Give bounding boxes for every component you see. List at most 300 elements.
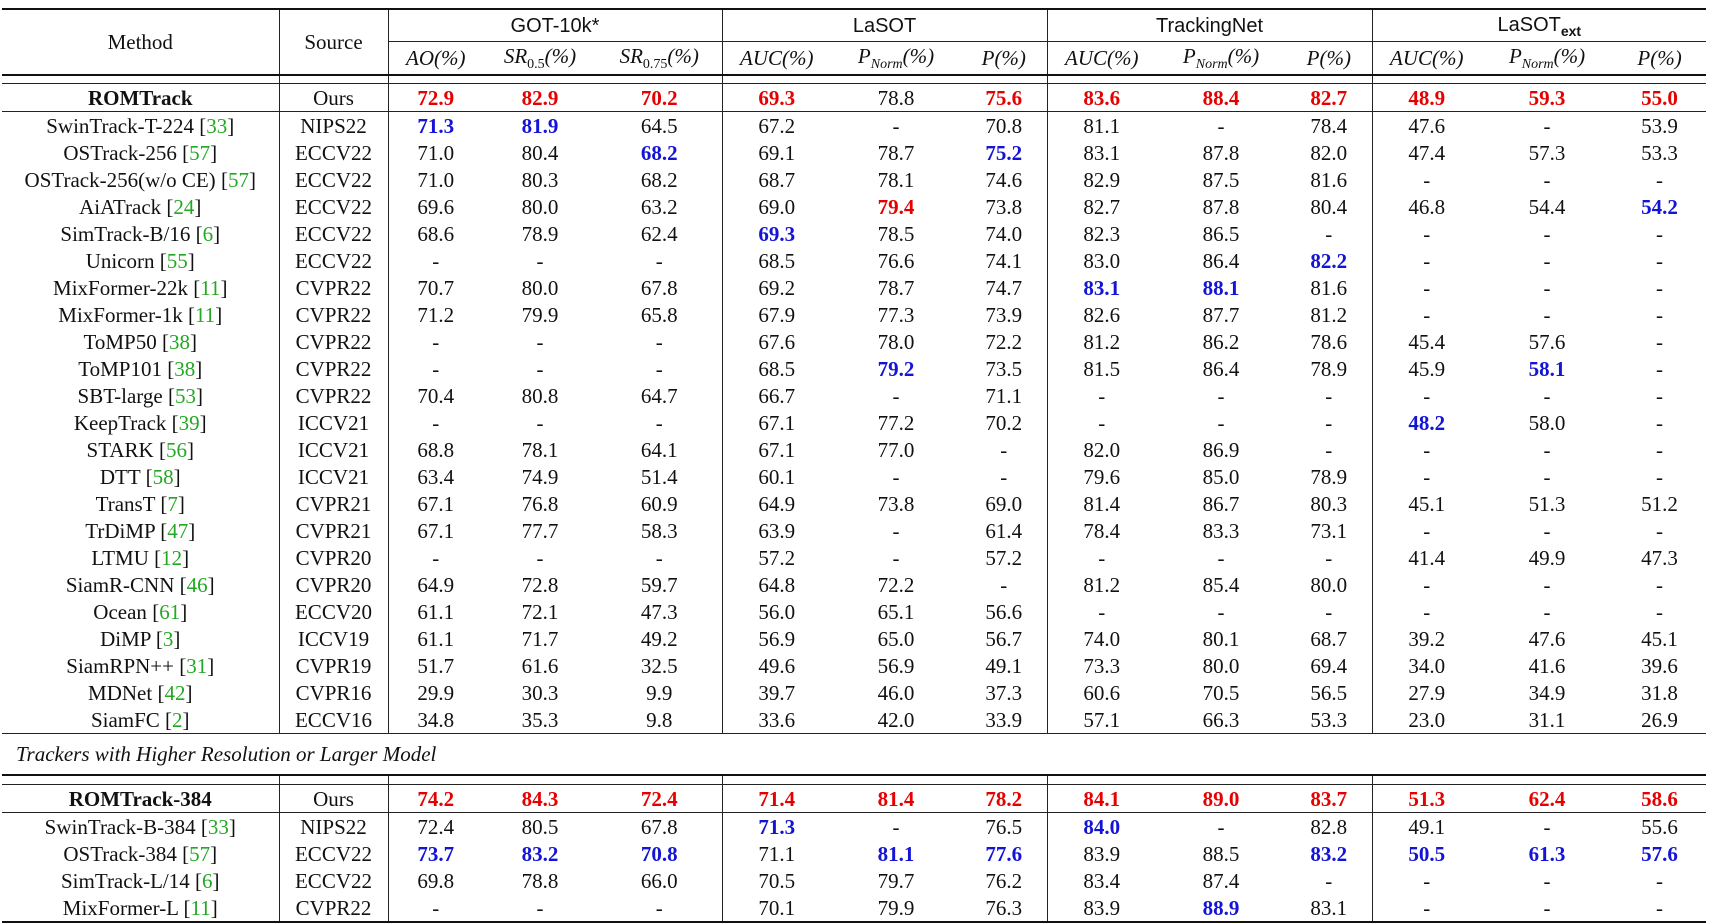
- value-cell: 51.3: [1372, 785, 1481, 813]
- value-cell: 60.1: [758, 464, 796, 489]
- metric-header-3: $SR_{0.75}(\%)$: [597, 42, 722, 76]
- section-label-row: [2, 734, 1706, 776]
- value-cell: 74.7: [961, 274, 1047, 301]
- value-cell: 77.6: [961, 840, 1047, 867]
- value-cell: 57.2: [961, 544, 1047, 571]
- value-cell: 48.9: [1372, 84, 1481, 112]
- value-cell: 78.7: [877, 275, 915, 300]
- value-cell: 77.0: [877, 437, 915, 462]
- value-cell: -: [1217, 410, 1225, 435]
- value-cell: 51.7: [417, 653, 455, 678]
- value-cell: 78.1: [877, 167, 915, 192]
- method-cell: SiamFC [2]: [2, 706, 279, 734]
- value-cell: 71.0: [417, 140, 455, 165]
- value-cell: -: [1423, 383, 1431, 408]
- citation-link[interactable]: 38: [174, 356, 196, 381]
- value-cell: 62.4: [1481, 785, 1613, 813]
- value-cell: -: [1481, 894, 1613, 922]
- source-cell: ECCV22: [279, 867, 388, 894]
- value-cell: 83.1: [1083, 140, 1121, 165]
- value-cell: 73.8: [961, 193, 1047, 220]
- value-cell: -: [1098, 545, 1106, 570]
- value-cell: 78.5: [877, 221, 915, 246]
- value-cell: 81.2: [1286, 301, 1372, 328]
- value-cell: 71.3: [388, 112, 483, 140]
- value-cell: 70.8: [597, 840, 722, 867]
- value-cell: -: [1543, 302, 1551, 327]
- table-row: [2, 571, 1706, 598]
- value-cell: 78.9: [1286, 355, 1372, 382]
- table-row: [2, 625, 1706, 652]
- value-cell: 81.5: [1083, 356, 1121, 381]
- value-cell: 34.0: [1408, 653, 1446, 678]
- value-cell: -: [1656, 410, 1664, 435]
- value-cell: 79.4: [877, 194, 915, 219]
- value-cell: 69.3: [722, 84, 831, 112]
- value-cell: 81.1: [1047, 112, 1156, 140]
- value-cell: 80.1: [1202, 626, 1240, 651]
- value-cell: 68.8: [417, 437, 455, 462]
- citation-link[interactable]: 57: [189, 841, 211, 866]
- value-cell: 81.2: [1083, 329, 1121, 354]
- value-cell: -: [1543, 868, 1551, 893]
- value-cell: 51.2: [1641, 491, 1678, 516]
- value-cell: 73.3: [1083, 653, 1121, 678]
- value-cell: 82.8: [1286, 813, 1372, 841]
- table-row: [2, 706, 1706, 734]
- value-cell: -: [1656, 221, 1664, 246]
- value-cell: 63.2: [597, 193, 722, 220]
- source-cell: CVPR22: [279, 894, 388, 922]
- value-cell: 34.9: [1528, 680, 1566, 705]
- value-cell: 74.9: [521, 464, 559, 489]
- value-cell: 69.3: [758, 221, 796, 246]
- value-cell: 68.2: [597, 166, 722, 193]
- citation-link[interactable]: 61: [159, 599, 181, 624]
- citation-link[interactable]: 46: [186, 572, 208, 597]
- value-cell: 70.4: [417, 383, 455, 408]
- value-cell: 72.2: [961, 328, 1047, 355]
- value-cell: -: [1543, 599, 1551, 624]
- value-cell: -: [1423, 221, 1431, 246]
- value-cell: -: [597, 544, 722, 571]
- value-cell: 46.0: [877, 680, 915, 705]
- table-row: [2, 598, 1706, 625]
- value-cell: 83.9: [1047, 894, 1156, 922]
- value-cell: 68.6: [417, 221, 455, 246]
- citation-link[interactable]: 33: [206, 113, 228, 138]
- value-cell: 27.9: [1408, 680, 1446, 705]
- value-cell: 72.4: [388, 813, 483, 841]
- value-cell: 47.3: [597, 598, 722, 625]
- value-cell: 41.4: [1408, 545, 1446, 570]
- value-cell: 66.0: [597, 867, 722, 894]
- table-row: [2, 112, 1706, 140]
- method-cell: SimTrack-L/14 [6]: [2, 867, 279, 894]
- value-cell: 87.8: [1202, 194, 1240, 219]
- table-row: [2, 840, 1706, 867]
- value-cell: 9.9: [597, 679, 722, 706]
- value-cell: 69.2: [758, 275, 796, 300]
- value-cell: 83.4: [1083, 868, 1121, 893]
- value-cell: 81.9: [483, 112, 597, 140]
- value-cell: 49.1: [1372, 813, 1481, 841]
- metric-header-4: AUC(%): [722, 42, 831, 76]
- value-cell: 80.0: [521, 194, 559, 219]
- table-row: [2, 785, 1706, 813]
- method-cell: DTT [58]: [2, 463, 279, 490]
- method-cell: ROMTrack: [2, 84, 279, 112]
- value-cell: -: [1423, 275, 1431, 300]
- citation-link[interactable]: 33: [207, 814, 229, 839]
- method-cell: DiMP [3]: [2, 625, 279, 652]
- value-cell: 86.4: [1202, 356, 1240, 381]
- value-cell: -: [388, 894, 483, 922]
- value-cell: 72.9: [388, 84, 483, 112]
- value-cell: 78.2: [961, 785, 1047, 813]
- value-cell: 56.6: [961, 598, 1047, 625]
- table-row: [2, 139, 1706, 166]
- metric-header-2: $SR_{0.5}(\%)$: [483, 42, 597, 76]
- value-cell: -: [1286, 436, 1372, 463]
- value-cell: 78.9: [521, 221, 559, 246]
- value-cell: -: [1656, 868, 1664, 893]
- table-row: [2, 274, 1706, 301]
- value-cell: 72.2: [877, 572, 915, 597]
- value-cell: 56.7: [961, 625, 1047, 652]
- metric-header-7: AUC(%): [1047, 42, 1156, 76]
- table-row: [2, 355, 1706, 382]
- value-cell: 65.8: [597, 301, 722, 328]
- table-row: [2, 679, 1706, 706]
- metric-header-6: P(%): [961, 42, 1047, 76]
- value-cell: 72.8: [521, 572, 559, 597]
- value-cell: -: [432, 356, 440, 381]
- source-cell: CVPR20: [279, 571, 388, 598]
- method-cell: MixFormer-1k [11]: [2, 301, 279, 328]
- value-cell: 23.0: [1408, 707, 1446, 732]
- value-cell: 58.1: [1528, 356, 1566, 381]
- value-cell: 49.2: [597, 625, 722, 652]
- value-cell: 84.0: [1047, 813, 1156, 841]
- value-cell: 29.9: [417, 680, 455, 705]
- value-cell: 84.1: [1047, 785, 1156, 813]
- value-cell: 78.8: [831, 84, 961, 112]
- citation-link[interactable]: 12: [161, 545, 183, 570]
- value-cell: 87.5: [1202, 167, 1240, 192]
- value-cell: 65.1: [877, 599, 915, 624]
- value-cell: -: [1286, 409, 1372, 436]
- value-cell: 46.8: [1408, 194, 1446, 219]
- value-cell: 37.3: [961, 679, 1047, 706]
- value-cell: 67.8: [597, 813, 722, 841]
- value-cell: 83.9: [1083, 841, 1121, 866]
- value-cell: 78.9: [1286, 463, 1372, 490]
- source-cell: ICCV19: [279, 625, 388, 652]
- value-cell: 70.2: [597, 84, 722, 112]
- value-cell: 87.7: [1202, 302, 1240, 327]
- table-row: [2, 463, 1706, 490]
- method-cell: ROMTrack-384: [2, 785, 279, 813]
- citation-link[interactable]: 39: [178, 410, 200, 435]
- value-cell: -: [1372, 894, 1481, 922]
- value-cell: 79.7: [877, 868, 915, 893]
- value-cell: -: [1423, 437, 1431, 462]
- value-cell: -: [1543, 221, 1551, 246]
- metric-header-9: P(%): [1286, 42, 1372, 76]
- value-cell: 70.5: [1202, 680, 1240, 705]
- metric-header-8: $P_{Norm}(\%)$: [1156, 42, 1286, 76]
- value-cell: 50.5: [1408, 841, 1446, 866]
- value-cell: 62.4: [597, 220, 722, 247]
- value-cell: -: [831, 112, 961, 140]
- method-cell: SiamR-CNN [46]: [2, 571, 279, 598]
- value-cell: 83.6: [1047, 84, 1156, 112]
- value-cell: 82.0: [1286, 139, 1372, 166]
- value-cell: -: [597, 328, 722, 355]
- value-cell: -: [1543, 167, 1551, 192]
- value-cell: 73.1: [1286, 517, 1372, 544]
- value-cell: 81.1: [877, 841, 915, 866]
- value-cell: 79.9: [831, 894, 961, 922]
- value-cell: -: [1543, 464, 1551, 489]
- value-cell: 31.8: [1641, 680, 1678, 705]
- value-cell: 73.9: [961, 301, 1047, 328]
- table-row: [2, 652, 1706, 679]
- value-cell: 74.0: [1083, 626, 1121, 651]
- table-row: [2, 490, 1706, 517]
- value-cell: -: [536, 356, 544, 381]
- source-cell: NIPS22: [279, 813, 388, 841]
- value-cell: 51.3: [1528, 491, 1566, 516]
- value-cell: 81.6: [1286, 274, 1372, 301]
- method-cell: SBT-large [53]: [2, 382, 279, 409]
- source-cell: CVPR19: [279, 652, 388, 679]
- value-cell: -: [1098, 410, 1106, 435]
- citation-link[interactable]: 2: [172, 707, 183, 732]
- source-cell: ICCV21: [279, 436, 388, 463]
- value-cell: -: [1423, 167, 1431, 192]
- value-cell: -: [1423, 599, 1431, 624]
- value-cell: 57.3: [1528, 140, 1566, 165]
- value-cell: -: [1423, 464, 1431, 489]
- citation-link[interactable]: 53: [174, 383, 196, 408]
- method-cell: OSTrack-256(w/o CE) [57]: [2, 166, 279, 193]
- metric-header-1: AO(%): [388, 42, 483, 76]
- value-cell: 72.1: [521, 599, 559, 624]
- value-cell: 53.9: [1613, 112, 1706, 140]
- citation-link[interactable]: 38: [168, 329, 190, 354]
- method-cell: KeepTrack [39]: [2, 409, 279, 436]
- value-cell: 63.9: [758, 518, 796, 543]
- method-cell: AiATrack [24]: [2, 193, 279, 220]
- value-cell: 76.6: [877, 248, 915, 273]
- source-cell: CVPR22: [279, 382, 388, 409]
- method-cell: LTMU [12]: [2, 544, 279, 571]
- value-cell: 58.0: [1528, 410, 1566, 435]
- value-cell: 61.4: [961, 517, 1047, 544]
- citation-link[interactable]: 11: [194, 302, 216, 327]
- value-cell: 67.1: [417, 518, 455, 543]
- value-cell: 85.4: [1202, 572, 1240, 597]
- value-cell: 84.3: [483, 785, 597, 813]
- value-cell: -: [597, 355, 722, 382]
- table-row: [2, 166, 1706, 193]
- value-cell: 87.4: [1202, 868, 1240, 893]
- value-cell: 61.3: [1528, 841, 1566, 866]
- source-cell: ICCV21: [279, 409, 388, 436]
- value-cell: 78.4: [1286, 112, 1372, 140]
- value-cell: 45.1: [1408, 491, 1446, 516]
- method-cell: OSTrack-384 [57]: [2, 840, 279, 867]
- value-cell: 89.0: [1156, 785, 1286, 813]
- value-cell: 67.2: [722, 112, 831, 140]
- value-cell: 75.6: [961, 84, 1047, 112]
- value-cell: 65.0: [877, 626, 915, 651]
- value-cell: 72.4: [597, 785, 722, 813]
- metric-header-11: $P_{Norm}(\%)$: [1481, 42, 1613, 76]
- value-cell: 69.0: [961, 490, 1047, 517]
- citation-link[interactable]: 7: [167, 491, 178, 516]
- value-cell: 71.2: [417, 302, 455, 327]
- citation-link[interactable]: 3: [162, 626, 174, 651]
- value-cell: 73.5: [961, 355, 1047, 382]
- value-cell: 76.3: [961, 894, 1047, 922]
- value-cell: 56.9: [877, 653, 915, 678]
- citation-link[interactable]: 58: [152, 464, 174, 489]
- value-cell: 70.1: [722, 894, 831, 922]
- citation-link[interactable]: 11: [190, 895, 211, 920]
- value-cell: 86.4: [1202, 248, 1240, 273]
- citation-link[interactable]: 6: [202, 221, 214, 246]
- value-cell: 53.3: [1286, 706, 1372, 734]
- value-cell: 61.1: [417, 599, 455, 624]
- lasot-ext-header: LaSOT$_{ext}$: [1372, 9, 1706, 42]
- method-cell: STARK [56]: [2, 436, 279, 463]
- value-cell: -: [483, 894, 597, 922]
- method-cell: MixFormer-L [11]: [2, 894, 279, 922]
- value-cell: 80.3: [1286, 490, 1372, 517]
- citation-link[interactable]: 6: [201, 868, 213, 893]
- value-cell: 47.6: [1528, 626, 1566, 651]
- value-cell: -: [597, 894, 722, 922]
- citation-link[interactable]: 31: [186, 653, 208, 678]
- table-row: [2, 409, 1706, 436]
- value-cell: 78.6: [1286, 328, 1372, 355]
- source-cell: ECCV22: [279, 139, 388, 166]
- lasot-header: LaSOT: [722, 9, 1047, 42]
- value-cell: 86.7: [1202, 491, 1240, 516]
- value-cell: -: [1423, 572, 1431, 597]
- citation-link[interactable]: 42: [164, 680, 186, 705]
- value-cell: 80.3: [521, 167, 559, 192]
- value-cell: 69.8: [417, 868, 455, 893]
- value-cell: -: [1217, 383, 1225, 408]
- value-cell: -: [1423, 248, 1431, 273]
- table-row: [2, 517, 1706, 544]
- value-cell: -: [1656, 275, 1664, 300]
- value-cell: -: [1156, 813, 1286, 841]
- value-cell: 58.6: [1613, 785, 1706, 813]
- value-cell: 79.2: [877, 356, 915, 381]
- source-cell: Ours: [279, 84, 388, 112]
- got10k-header: GOT-10k*: [388, 9, 722, 42]
- value-cell: 60.6: [1083, 680, 1121, 705]
- value-cell: 31.1: [1528, 707, 1566, 732]
- value-cell: 57.1: [1083, 707, 1121, 732]
- table-row: [2, 193, 1706, 220]
- value-cell: -: [1098, 599, 1106, 624]
- value-cell: 79.6: [1083, 464, 1121, 489]
- citation-link[interactable]: 47: [167, 518, 189, 543]
- value-cell: 82.0: [1083, 437, 1121, 462]
- value-cell: -: [1656, 383, 1664, 408]
- value-cell: 54.2: [1641, 194, 1678, 219]
- value-cell: 32.5: [597, 652, 722, 679]
- value-cell: 81.2: [1083, 572, 1121, 597]
- citation-link[interactable]: 11: [200, 275, 221, 300]
- value-cell: 39.2: [1408, 626, 1446, 651]
- value-cell: -: [1656, 572, 1664, 597]
- citation-link[interactable]: 57: [189, 140, 211, 165]
- value-cell: 82.7: [1286, 84, 1372, 112]
- citation-link[interactable]: 24: [173, 194, 195, 219]
- citation-link[interactable]: 56: [165, 437, 187, 462]
- method-cell: Ocean [61]: [2, 598, 279, 625]
- value-cell: 67.6: [758, 329, 796, 354]
- value-cell: -: [1543, 437, 1551, 462]
- value-cell: -: [961, 463, 1047, 490]
- table-row: [2, 220, 1706, 247]
- source-cell: ECCV20: [279, 598, 388, 625]
- value-cell: 69.4: [1286, 652, 1372, 679]
- value-cell: 88.4: [1156, 84, 1286, 112]
- value-cell: 88.5: [1202, 841, 1240, 866]
- method-cell: SwinTrack-B-384 [33]: [2, 813, 279, 841]
- value-cell: 9.8: [597, 706, 722, 734]
- value-cell: 74.6: [961, 166, 1047, 193]
- value-cell: -: [1543, 518, 1551, 543]
- value-cell: 83.7: [1286, 785, 1372, 813]
- metric-header-12: P(%): [1613, 42, 1706, 76]
- value-cell: 83.1: [1083, 275, 1121, 300]
- value-cell: 69.1: [758, 140, 796, 165]
- value-cell: 73.7: [417, 841, 455, 866]
- table-row: [2, 247, 1706, 274]
- value-cell: 49.6: [758, 653, 796, 678]
- metric-header-10: AUC(%): [1372, 42, 1481, 76]
- value-cell: 68.7: [1286, 625, 1372, 652]
- table-row: [2, 544, 1706, 571]
- citation-link[interactable]: 55: [166, 248, 188, 273]
- value-cell: -: [432, 248, 440, 273]
- value-cell: 57.6: [1641, 841, 1678, 866]
- value-cell: -: [1656, 329, 1664, 354]
- source-cell: ICCV21: [279, 463, 388, 490]
- value-cell: 67.8: [597, 274, 722, 301]
- citation-link[interactable]: 57: [227, 167, 249, 192]
- value-cell: 61.1: [417, 626, 455, 651]
- value-cell: 56.0: [758, 599, 796, 624]
- metric-header-5: $P_{Norm}(\%)$: [831, 42, 961, 76]
- value-cell: 70.5: [758, 868, 796, 893]
- trackingnet-header: TrackingNet: [1047, 9, 1372, 42]
- value-cell: 80.0: [1202, 653, 1240, 678]
- value-cell: -: [597, 247, 722, 274]
- source-cell: ECCV22: [279, 220, 388, 247]
- value-cell: -: [1656, 464, 1664, 489]
- value-cell: 73.8: [877, 491, 915, 516]
